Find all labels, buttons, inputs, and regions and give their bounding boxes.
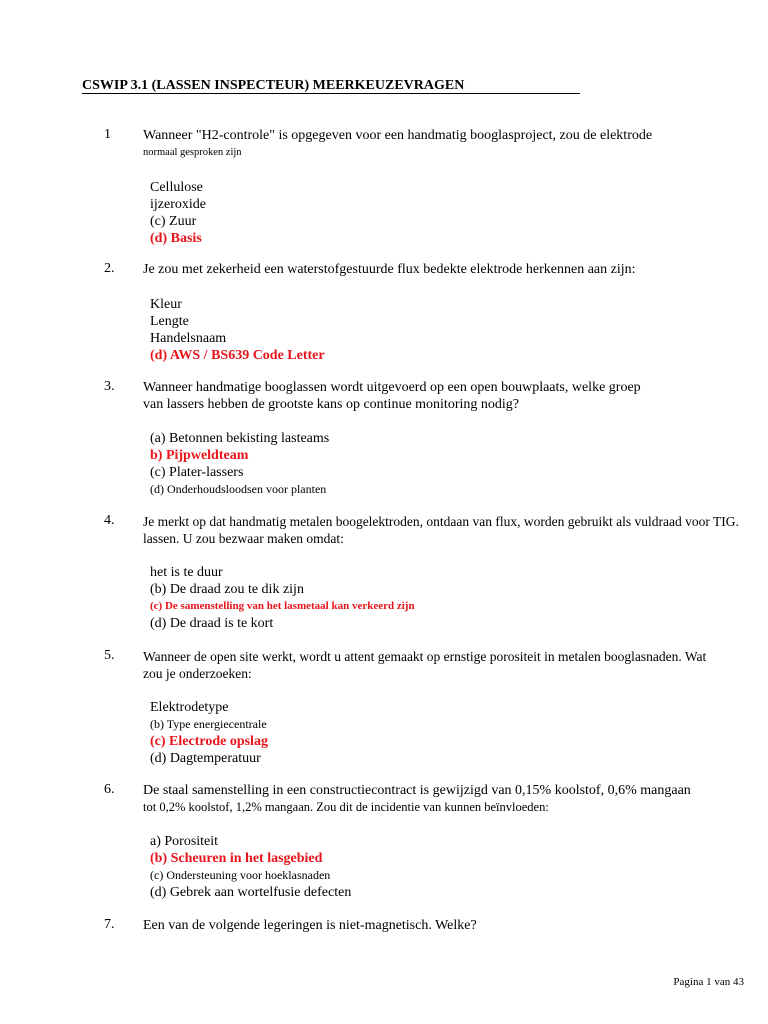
option-b: Lengte — [150, 314, 189, 329]
option-a: Kleur — [150, 297, 182, 312]
options-list — [150, 430, 329, 498]
question-number: 2. — [104, 261, 115, 276]
option-a: Cellulose — [150, 180, 203, 195]
page-number: Pagina 1 van 43 — [673, 976, 744, 988]
question-text — [143, 127, 763, 161]
option-b-answer: b) Pijpweldteam — [150, 448, 249, 463]
question-line: Je merkt op dat handmatig metalen boogelektroden, ontdaan van flux, worden gebruikt als vuldraad voor TIG. — [143, 514, 739, 529]
question-line: Een van de volgende legeringen is niet-magnetisch. Welke? — [143, 918, 477, 933]
question-line: lassen. U zou bezwaar maken omdat: — [143, 531, 344, 546]
question-text — [143, 379, 763, 413]
option-d: (d) Gebrek aan wortelfusie defecten — [150, 885, 352, 900]
option-a: (a) Betonnen bekisting lasteams — [150, 431, 330, 446]
question-line: Wanneer handmatige booglassen wordt uitgevoerd op een open bouwplaats, welke groep — [143, 380, 641, 395]
question-number: 6. — [104, 782, 115, 797]
option-c: Handelsnaam — [150, 331, 227, 346]
question-line: zou je onderzoeken: — [143, 666, 252, 681]
option-b: ijzeroxide — [150, 197, 206, 212]
question-number: 4. — [104, 513, 115, 528]
option-b: (b) Type energiecentrale — [150, 717, 267, 731]
options-list — [150, 564, 415, 632]
option-d: (d) De draad is te kort — [150, 616, 274, 631]
question-number: 1 — [104, 127, 111, 142]
question-text — [143, 648, 763, 682]
question-text — [143, 782, 763, 816]
question-line: van lassers hebben de grootste kans op continue monitoring nodig? — [143, 397, 519, 412]
option-c-answer: (c) Electrode opslag — [150, 734, 268, 749]
question-line: Je zou met zekerheid een waterstofgestuurde flux bedekte elektrode herkennen aan zijn: — [143, 262, 636, 277]
option-a: a) Porositeit — [150, 834, 219, 849]
question-text — [143, 261, 763, 278]
options-list — [150, 833, 351, 901]
question-line-small: normaal gesproken zijn — [143, 147, 242, 158]
question-line: De staal samenstelling in een constructiecontract is gewijzigd van 0,15% koolstof, 0,6% mangaan — [143, 783, 691, 798]
question-text — [143, 513, 763, 547]
option-a: Elektrodetype — [150, 700, 229, 715]
option-c: (c) Zuur — [150, 214, 197, 229]
option-c: (c) Ondersteuning voor hoeklasnaden — [150, 868, 331, 882]
title-underline — [82, 93, 580, 94]
option-d: (d) Dagtemperatuur — [150, 751, 261, 766]
option-c: (c) Plater-lassers — [150, 465, 244, 480]
option-d-answer: (d) AWS / BS639 Code Letter — [150, 348, 325, 363]
option-d: (d) Onderhoudsloodsen voor planten — [150, 482, 327, 496]
options-list — [150, 179, 206, 247]
option-b-answer: (b) Scheuren in het lasgebied — [150, 851, 323, 866]
question-number: 5. — [104, 648, 115, 663]
question-text — [143, 917, 763, 934]
options-list — [150, 699, 268, 767]
options-list — [150, 296, 325, 364]
question-line: Wanneer de open site werkt, wordt u attent gemaakt op ernstige porositeit in metalen booglasnaden. Wat — [143, 649, 707, 664]
document-title: CSWIP 3.1 (LASSEN INSPECTEUR) MEERKEUZEVRAGEN — [82, 78, 465, 93]
option-b: (b) De draad zou te dik zijn — [150, 582, 304, 597]
option-c-answer: (c) De samenstelling van het lasmetaal kan verkeerd zijn — [150, 600, 415, 612]
option-d-answer: (d) Basis — [150, 231, 202, 246]
option-a: het is te duur — [150, 565, 223, 580]
question-number: 7. — [104, 917, 115, 932]
question-number: 3. — [104, 379, 115, 394]
question-line: Wanneer "H2-controle" is opgegeven voor een handmatig booglasproject, zou de elektrode — [143, 128, 653, 143]
question-line: tot 0,2% koolstof, 1,2% mangaan. Zou dit de incidentie van kunnen beïnvloeden: — [143, 800, 549, 814]
